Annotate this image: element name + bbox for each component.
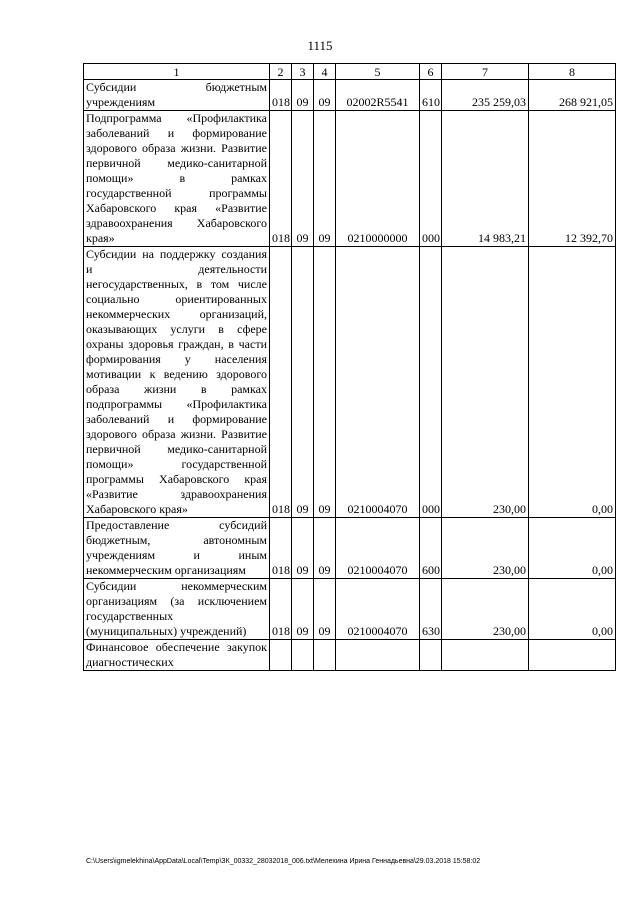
row-name-cell: Финансовое обеспечение закупок диагностических	[84, 640, 270, 671]
amount-cell: 0,00	[529, 518, 616, 579]
table-row	[84, 111, 616, 247]
column-header: 6	[420, 64, 442, 80]
table-row	[84, 518, 616, 579]
file-path-footer: C:\Users\igmelekhina\AppData\Local\Temp\ЗК_00332_28032018_006.txt\Мелехина Ирина Геннадьевна\29.03.2018 15:58:02	[86, 858, 481, 865]
code-cell	[336, 640, 420, 671]
code-cell	[270, 640, 292, 671]
code-cell: 09	[314, 518, 336, 579]
code-cell: 018	[270, 518, 292, 579]
amount-cell: 12 392,70	[529, 111, 616, 247]
page-number: 1115	[307, 38, 333, 53]
amount-cell: 0,00	[529, 247, 616, 518]
code-cell: 018	[270, 111, 292, 247]
code-cell: 0210000000	[336, 111, 420, 247]
code-cell: 610	[420, 80, 442, 111]
column-header: 3	[292, 64, 314, 80]
code-cell: 09	[314, 80, 336, 111]
row-name-cell: Субсидии некоммерческим организациям (за исключением государственных (муниципальных) учреждений)	[84, 579, 270, 640]
amount-cell: 268 921,05	[529, 80, 616, 111]
amount-cell: 14 983,21	[442, 111, 529, 247]
row-name-cell: Субсидии бюджетным учреждениям	[84, 80, 270, 111]
code-cell: 018	[270, 80, 292, 111]
table-row	[84, 80, 616, 111]
amount-cell: 230,00	[442, 518, 529, 579]
code-cell: 0210004070	[336, 579, 420, 640]
code-cell: 0210004070	[336, 518, 420, 579]
code-cell	[420, 640, 442, 671]
code-cell	[314, 640, 336, 671]
column-header: 1	[84, 64, 270, 80]
code-cell: 000	[420, 111, 442, 247]
code-cell: 02002R5541	[336, 80, 420, 111]
table-row	[84, 640, 616, 671]
code-cell: 09	[292, 111, 314, 247]
code-cell: 09	[314, 579, 336, 640]
code-cell: 630	[420, 579, 442, 640]
code-cell: 09	[292, 247, 314, 518]
code-cell	[292, 640, 314, 671]
amount-cell: 230,00	[442, 247, 529, 518]
code-cell: 600	[420, 518, 442, 579]
code-cell: 018	[270, 247, 292, 518]
row-name-cell: Субсидии на поддержку создания и деятельности негосударственных, в том числе социально ориентированных некоммерческих организаций, оказывающих услуги в сфере охраны здоровья граждан, в части формирования у населения мотивации к ведению здорового образа жизни в рамках подпрограммы «Профилактика заболеваний и формирование здорового образа жизни. Развитие первичной медико-санитарной помощи» государственной программы Хабаровского края «Развитие здравоохранения Хабаровского края»	[84, 247, 270, 518]
amount-cell: 230,00	[442, 579, 529, 640]
code-cell: 09	[292, 579, 314, 640]
column-header: 7	[442, 64, 529, 80]
code-cell: 0210004070	[336, 247, 420, 518]
column-header: 8	[529, 64, 616, 80]
column-header: 4	[314, 64, 336, 80]
column-header: 5	[336, 64, 420, 80]
amount-cell	[529, 640, 616, 671]
code-cell: 09	[292, 518, 314, 579]
amount-cell	[442, 640, 529, 671]
code-cell: 018	[270, 579, 292, 640]
amount-cell: 235 259,03	[442, 80, 529, 111]
code-cell: 09	[314, 247, 336, 518]
table-row	[84, 247, 616, 518]
table-header-row	[84, 64, 616, 80]
row-name-cell: Подпрограмма «Профилактика заболеваний и формирование здорового образа жизни. Развитие первичной медико-санитарной помощи» в рамках государственной программы Хабаровского края «Развитие здравоохранения Хабаровского края»	[84, 111, 270, 247]
row-name-cell: Предоставление субсидий бюджетным, автономным учреждениям и иным некоммерческим организациям	[84, 518, 270, 579]
code-cell: 000	[420, 247, 442, 518]
column-header: 2	[270, 64, 292, 80]
table-row	[84, 579, 616, 640]
code-cell: 09	[314, 111, 336, 247]
code-cell: 09	[292, 80, 314, 111]
budget-table	[83, 63, 616, 671]
amount-cell: 0,00	[529, 579, 616, 640]
